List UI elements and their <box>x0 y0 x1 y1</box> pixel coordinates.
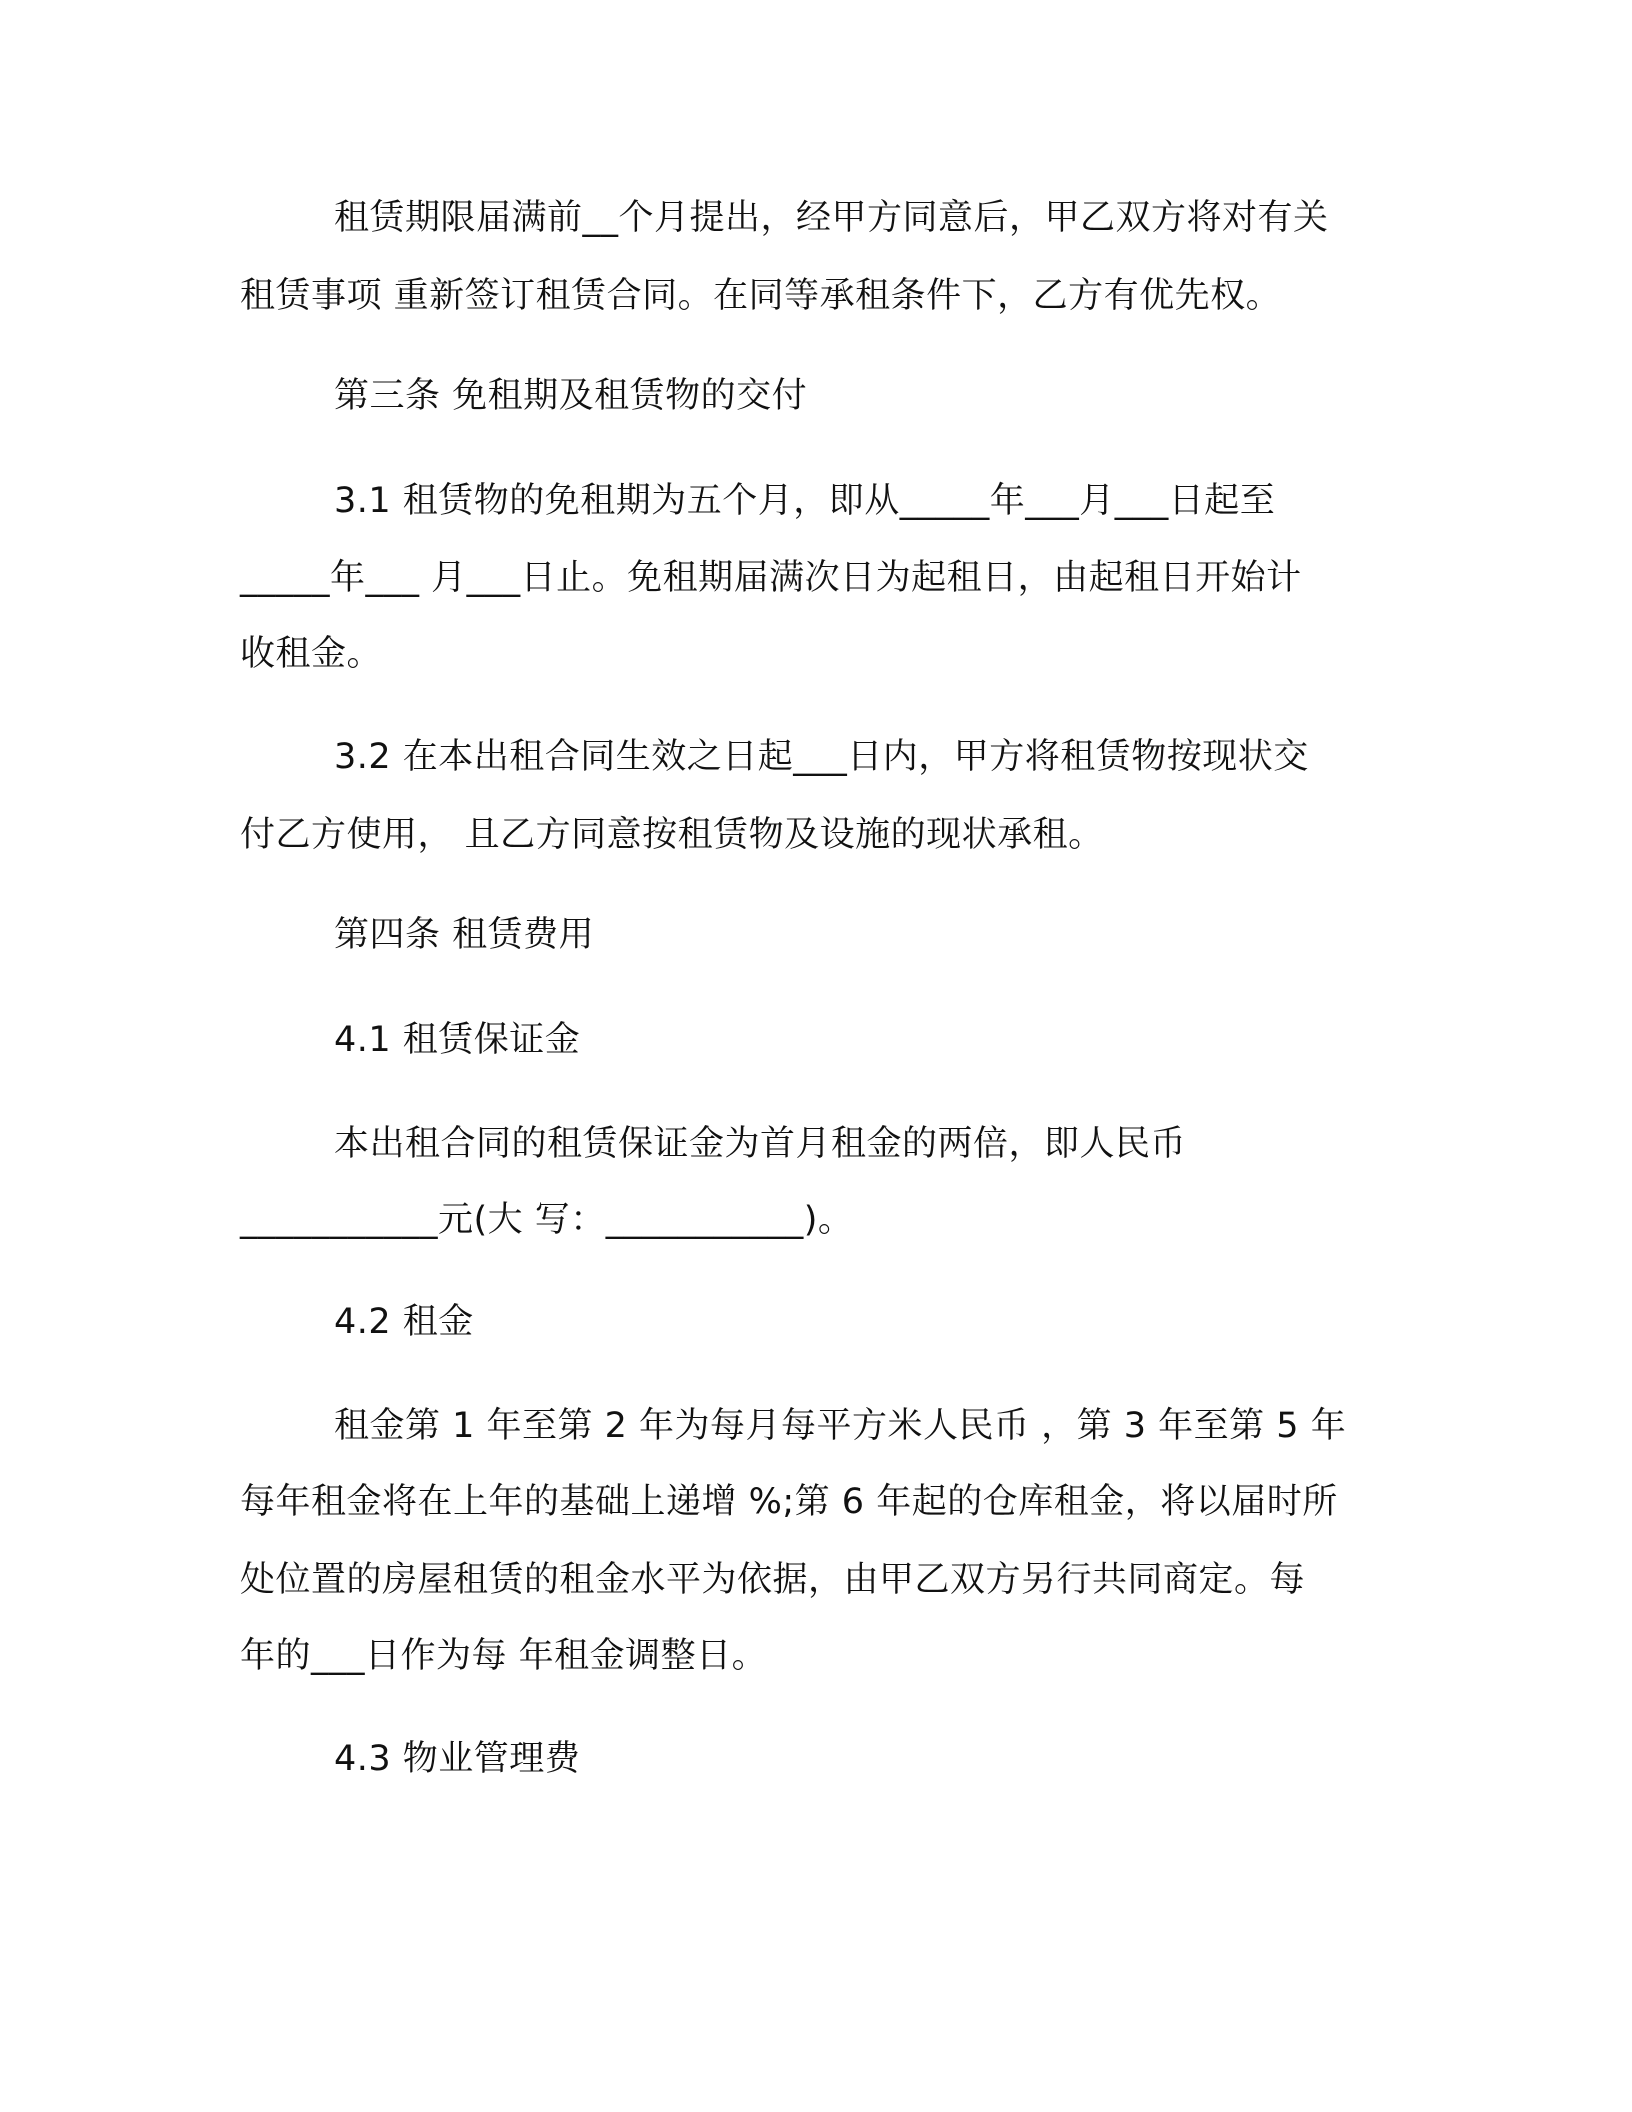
paragraph-renewal-line-2: 租赁事项 重新签订租赁合同。在同等承租条件下，乙方有优先权。 <box>240 276 1282 316</box>
rent-paragraph-line-2: 每年租金将在上年的基础上递增 %;第 6 年起的仓库租金，将以届时所 <box>240 1482 1338 1522</box>
clause-3-1-line-2: _____年___ 月___日止。免租期届满次日为起租日，由起租日开始计 <box>240 558 1302 598</box>
clause-4-2-heading: 4.2 租金 <box>334 1302 474 1342</box>
clause-3-2-line-2: 付乙方使用， 且乙方同意按租赁物及设施的现状承租。 <box>240 815 1104 855</box>
deposit-paragraph-line-1: 本出租合同的租赁保证金为首月租金的两倍，即人民币 <box>334 1124 1187 1164</box>
rent-paragraph-line-3: 处位置的房屋租赁的租金水平为依据，由甲乙双方另行共同商定。每 <box>240 1560 1306 1600</box>
deposit-paragraph-line-2: ___________元(大 写：___________)。 <box>240 1200 854 1240</box>
clause-4-1-heading: 4.1 租赁保证金 <box>334 1020 581 1060</box>
clause-3-1-line-3: 收租金。 <box>240 634 383 674</box>
heading-article-3: 第三条 免租期及租赁物的交付 <box>334 376 808 416</box>
heading-article-4: 第四条 租赁费用 <box>334 915 595 955</box>
clause-3-2-line-1: 3.2 在本出租合同生效之日起___日内，甲方将租赁物按现状交 <box>334 737 1309 777</box>
clause-3-1-line-1: 3.1 租赁物的免租期为五个月，即从_____年___月___日起至 <box>334 481 1276 521</box>
rent-paragraph-line-4: 年的___日作为每 年租金调整日。 <box>240 1636 768 1676</box>
rent-paragraph-line-1: 租金第 1 年至第 2 年为每月每平方米人民币 ，第 3 年至第 5 年 <box>334 1406 1347 1446</box>
clause-4-3-heading: 4.3 物业管理费 <box>334 1739 581 1779</box>
paragraph-renewal-line-1: 租赁期限届满前__个月提出，经甲方同意后，甲乙双方将对有关 <box>334 198 1329 238</box>
